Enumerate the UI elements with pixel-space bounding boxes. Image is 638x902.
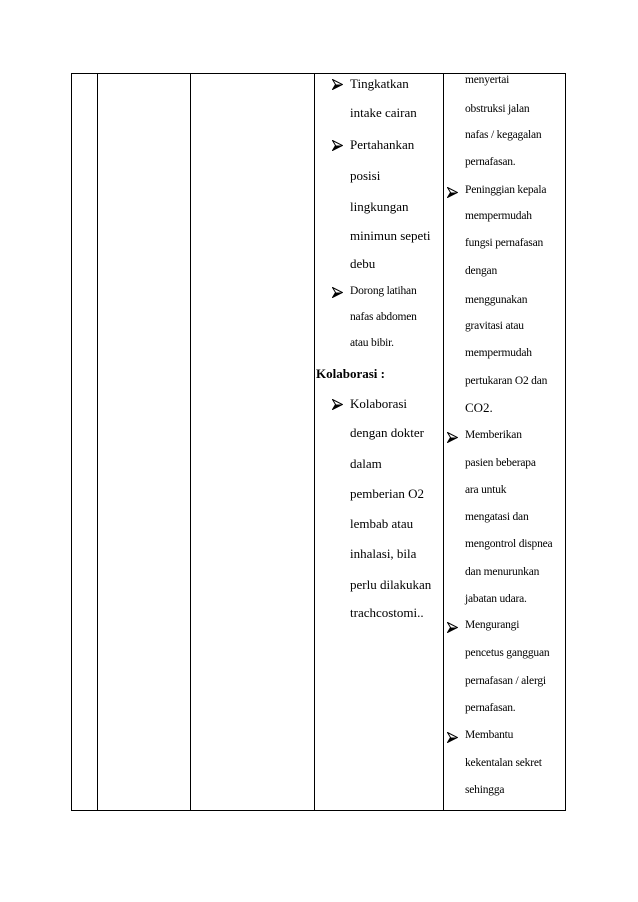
rationale-text: pasien beberapa (465, 457, 536, 469)
rationale-text: Mengurangi (465, 619, 520, 631)
rationale-text: fungsi pernafasan (465, 237, 544, 249)
rationale-text: Membantu (465, 729, 514, 741)
arrow-bullet-icon (332, 140, 343, 151)
list-item-text: debu (350, 256, 376, 271)
arrow-bullet-icon (332, 287, 343, 298)
rationale-text: dan menurunkan (465, 566, 540, 578)
rationale-text: dengan (465, 265, 498, 277)
arrow-bullet-icon (447, 622, 458, 633)
arrow-bullet-icon (447, 732, 458, 743)
list-item-text: pemberian O2 (350, 486, 425, 501)
rationale-text: jabatan udara. (465, 593, 527, 605)
column-divider (190, 73, 191, 811)
arrow-bullet-icon (447, 432, 458, 443)
column-divider (97, 73, 98, 811)
arrow-bullet-icon (332, 79, 343, 90)
rationale-text: ara untuk (465, 484, 507, 496)
list-item-text: Pertahankan (350, 137, 415, 152)
list-item-text: nafas abdomen (350, 311, 417, 323)
rationale-text: gravitasi atau (465, 320, 524, 332)
arrow-bullet-icon (332, 399, 343, 410)
rationale-text: obstruksi jalan (465, 103, 530, 115)
column-divider (314, 73, 315, 811)
rationale-text: sehingga (465, 784, 505, 796)
rationale-text: pencetus gangguan (465, 647, 550, 659)
rationale-text: nafas / kegagalan (465, 129, 542, 141)
list-item-text: minimun sepeti (350, 228, 431, 243)
list-item-text: lembab atau (350, 516, 414, 531)
list-item-text: perlu dilakukan (350, 577, 432, 592)
list-item-text: Dorong latihan (350, 285, 417, 297)
rationale-text: pernafasan / alergi (465, 675, 546, 687)
list-item-text: inhalasi, bila (350, 546, 417, 561)
rationale-text: mengatasi dan (465, 511, 529, 523)
rationale-text: menyertai (465, 74, 510, 86)
list-item-text: lingkungan (350, 199, 409, 214)
list-item-text: posisi (350, 168, 381, 183)
rationale-text: mengontrol dispnea (465, 538, 553, 550)
rationale-text: mempermudah (465, 210, 532, 222)
column-divider (443, 73, 444, 811)
rationale-text: mempermudah (465, 347, 532, 359)
rationale-text: Peninggian kepala (465, 184, 547, 196)
list-item-text: atau bibir. (350, 337, 394, 349)
arrow-bullet-icon (447, 187, 458, 198)
rationale-text: Memberikan (465, 429, 522, 441)
rationale-text: pernafasan. (465, 702, 516, 714)
rationale-text: pertukaran O2 dan (465, 375, 548, 387)
list-item-text: dalam (350, 456, 382, 471)
rationale-text: kekentalan sekret (465, 757, 542, 769)
rationale-text: CO2. (465, 400, 493, 415)
list-item-text: intake cairan (350, 105, 417, 120)
list-item-text: Tingkatkan (350, 76, 409, 91)
list-item-text: Kolaborasi (350, 396, 408, 411)
rationale-text: pernafasan. (465, 156, 516, 168)
list-item-text: dengan dokter (350, 425, 425, 440)
section-heading: Kolaborasi : (316, 366, 385, 381)
rationale-text: menggunakan (465, 294, 528, 306)
list-item-text: trachcostomi.. (350, 605, 424, 620)
